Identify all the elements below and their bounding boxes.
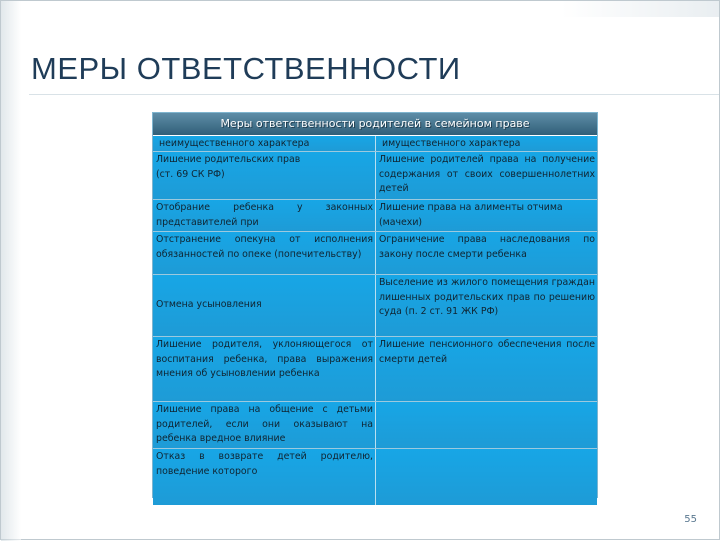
table-row: [153, 401, 597, 448]
table-cell-right: Выселение из жилого помещения граждан лишенных родительских прав по решению суда (п. 2 ст. 91 ЖК РФ): [376, 275, 597, 336]
table-cell-right: Лишение права на алименты отчима (мачехи): [376, 200, 597, 231]
table-cell-right: [376, 402, 597, 448]
table-cell-left: Отказ в возврате детей родителю, поведение которого: [153, 449, 376, 505]
table-row: [153, 274, 597, 336]
table-cell-left: Лишение родительских прав (ст. 69 СК РФ): [153, 152, 376, 199]
table-cell-right: имущественного характера: [376, 136, 597, 151]
table-row: [153, 136, 597, 151]
table-cell-left: Отмена усыновления: [153, 275, 376, 336]
table-row: [153, 199, 597, 231]
table-body: [153, 136, 597, 505]
decorative-side-bar: [1, 1, 21, 541]
decorative-top-band: [561, 1, 719, 17]
table-cell-left: Лишение права на общение с детьми родителей, если они оказывают на ребенка вредное влияние: [153, 402, 376, 448]
table-row: [153, 151, 597, 199]
table-cell-right: Ограничение права наследования по закону после смерти ребенка: [376, 232, 597, 274]
table-row: [153, 336, 597, 401]
table-cell-left: Отобрание ребенка у законных представителей при: [153, 200, 376, 231]
page-number: 55: [684, 514, 697, 525]
title-divider: [29, 94, 719, 95]
table-cell-left: Отстранение опекуна от исполнения обязанностей по опеке (попечительству): [153, 232, 376, 274]
table-cell-right: [376, 449, 597, 505]
table-header: Меры ответственности родителей в семейном праве: [153, 113, 597, 135]
table-cell-right: Лишение пенсионного обеспечения после смерти детей: [376, 337, 597, 401]
table-cell-right: Лишение родителей права на получение содержания от своих совершеннолетних детей: [376, 152, 597, 199]
table-cell-left: Лишение родителя, уклоняющегося от воспитания ребенка, права выражения мнения об усыновлении ребенка: [153, 337, 376, 401]
table-cell-left: неимущественного характера: [153, 136, 376, 151]
table-row: [153, 448, 597, 505]
responsibility-table: [152, 112, 598, 498]
table-row: [153, 231, 597, 274]
slide-title: МЕРЫ ОТВЕТСТВЕННОСТИ: [31, 51, 461, 86]
